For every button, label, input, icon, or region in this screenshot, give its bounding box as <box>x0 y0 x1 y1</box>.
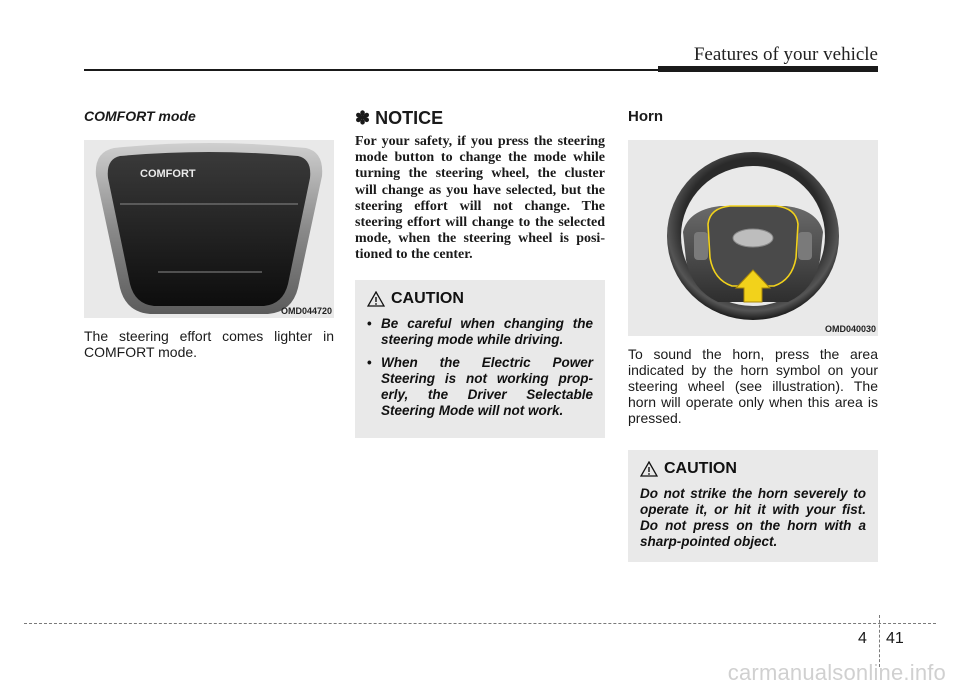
comfort-display-figure <box>84 140 334 318</box>
steering-wheel-illustration <box>628 140 878 336</box>
warning-triangle-icon <box>640 461 658 477</box>
caution-header <box>640 460 866 478</box>
notice-body: For your safety, if you press the steering mode button to change the mode while turning the steering wheel, the cluster will change as you have selected, but the steering effort will not change. The steering effort will change to the selected mode, when the steering wheel is posi-tioned to the center. <box>355 134 605 263</box>
warning-triangle-icon <box>367 291 385 307</box>
middle-column <box>355 108 605 438</box>
horn-caution-text: Do not strike the horn severely to operate it, or hit it with your fist. Do not press on the horn with a sharp-pointed object. <box>640 486 866 549</box>
caution-list <box>367 316 593 419</box>
caution-title: CAUTION <box>391 289 464 307</box>
horn-paragraph: To sound the horn, press the area indicated by the horn symbol on your steering wheel (see illustration). The horn will operate only when this area is pressed. <box>628 346 878 426</box>
comfort-mode-paragraph: The steering effort comes lighter in COMFORT mode. <box>84 328 334 360</box>
left-column <box>84 108 334 360</box>
footer-dashed-rule <box>24 623 936 624</box>
caution-item: • Be careful when changing the steering mode while driving. <box>367 316 593 348</box>
notice-title: ✽ NOTICE <box>355 108 444 128</box>
page-number: 41 <box>886 630 904 647</box>
watermark: carmanualsonline.info <box>727 660 946 685</box>
steering-caution-box <box>355 280 605 438</box>
comfort-display-illustration <box>84 140 334 318</box>
horn-figure <box>628 140 878 336</box>
chapter-number: 4 <box>858 630 867 647</box>
caution-header <box>367 290 593 308</box>
figure-code: OMD040030 <box>824 324 876 334</box>
figure-code: OMD044720 <box>280 306 332 316</box>
horn-title: Horn <box>628 108 663 125</box>
right-column <box>628 108 878 562</box>
caution-item: • When the Electric Power Steering is not working prop-erly, the Driver Selectable Steering Mode will not work. <box>367 355 593 419</box>
header-rule-accent <box>658 66 878 72</box>
horn-caution-box <box>628 450 878 562</box>
comfort-display-label: COMFORT <box>140 168 196 180</box>
comfort-mode-title: COMFORT mode <box>84 108 196 124</box>
header-title: Features of your vehicle <box>693 44 878 65</box>
caution-title: CAUTION <box>664 460 737 477</box>
